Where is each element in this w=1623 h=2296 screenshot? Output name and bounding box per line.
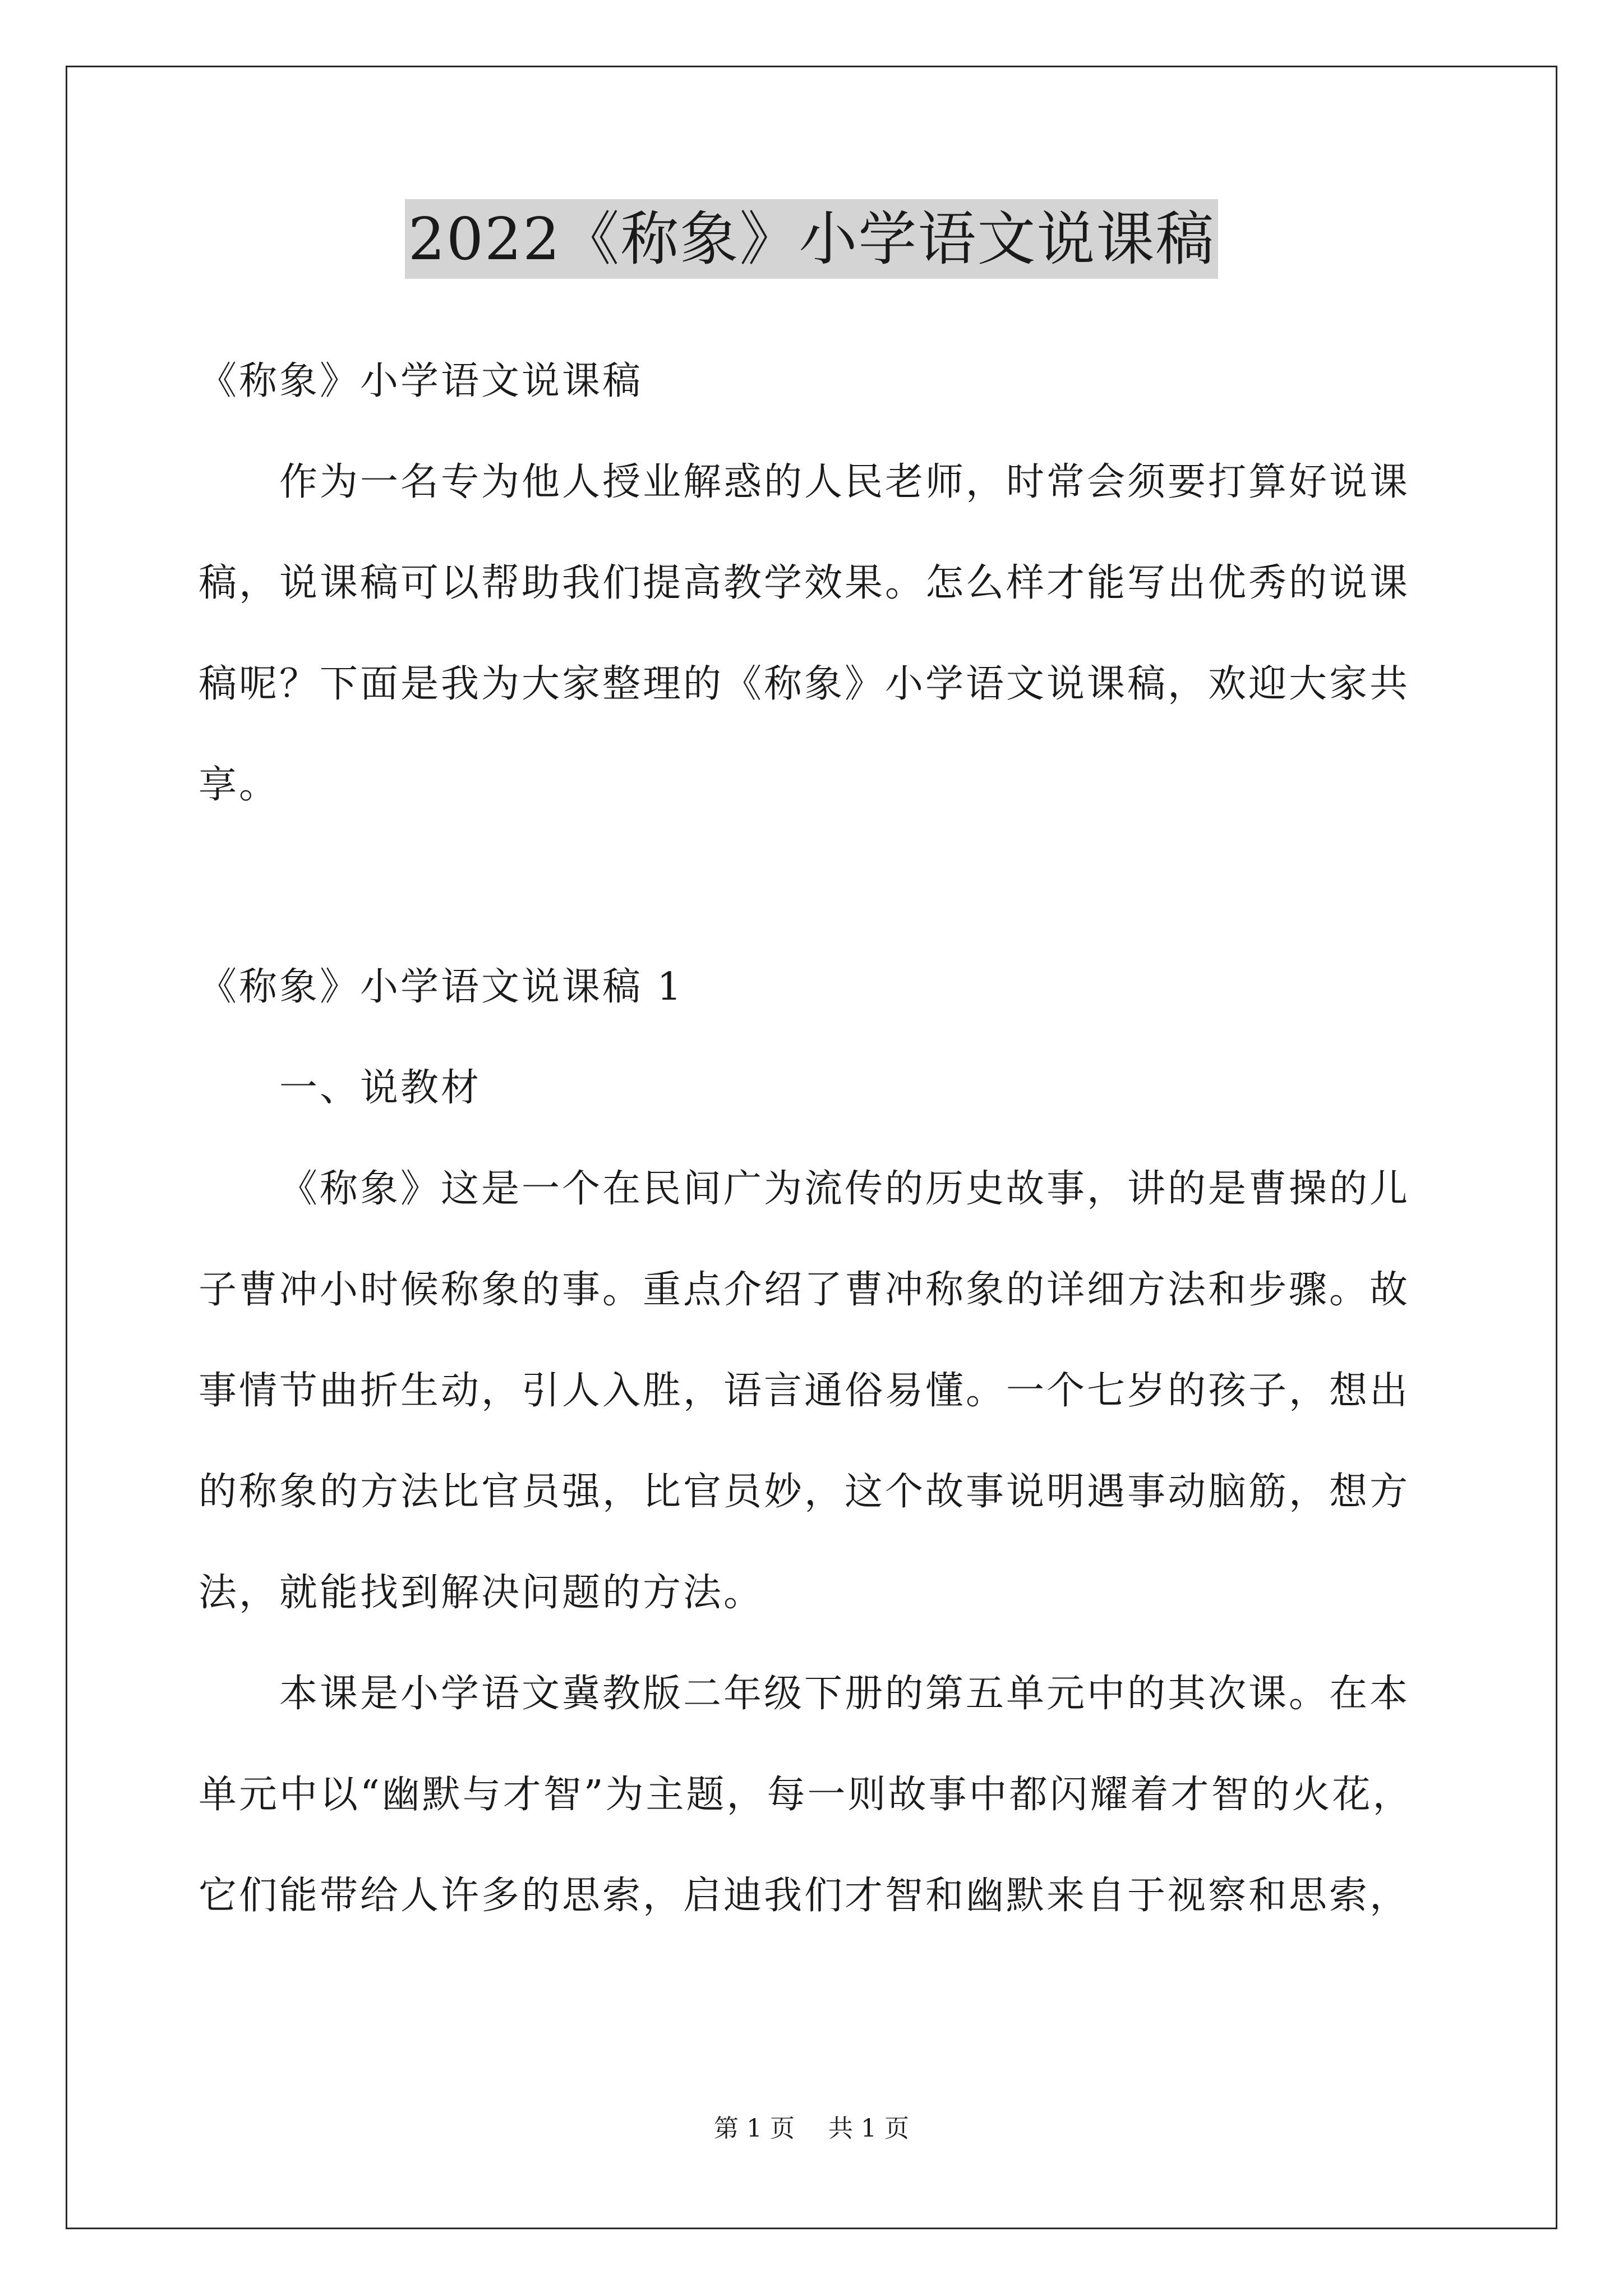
page-number: 第 1 页	[714, 2114, 795, 2143]
page-footer	[0, 2112, 1623, 2146]
document-body	[199, 331, 1432, 1947]
document-title: 2022《称象》小学语文说课稿	[405, 199, 1219, 279]
title-container	[0, 199, 1623, 279]
intro-line: 稿呢？下面是我为大家整理的《称象》小学语文说课稿，欢迎大家共	[199, 662, 1410, 706]
paragraph-line: 法，就能找到解决问题的方法。	[199, 1571, 764, 1615]
intro-line: 享。	[199, 763, 280, 807]
paragraph-line: 事情节曲折生动，引人入胜，语言通俗易懂。一个七岁的孩子，想出	[199, 1369, 1410, 1413]
section-heading: 《称象》小学语文说课稿 1	[199, 965, 684, 1009]
document-subtitle: 《称象》小学语文说课稿	[199, 359, 643, 403]
part-heading: 一、说教材	[279, 1066, 482, 1110]
paragraph-gap	[199, 836, 1432, 937]
intro-line: 稿，说课稿可以帮助我们提高教学效果。怎么样才能写出优秀的说课	[199, 561, 1410, 605]
paragraph-line: 本课是小学语文冀教版二年级下册的第五单元中的其次课。在本	[279, 1672, 1410, 1716]
page-total: 共 1 页	[828, 2114, 909, 2143]
paragraph-line: 《称象》这是一个在民间广为流传的历史故事，讲的是曹操的儿	[279, 1167, 1410, 1211]
paragraph-line: 的称象的方法比官员强，比官员妙，这个故事说明遇事动脑筋，想方	[199, 1470, 1410, 1514]
paragraph-line: 子曹冲小时候称象的事。重点介绍了曹冲称象的详细方法和步骤。故	[199, 1268, 1410, 1312]
paragraph-line: 单元中以“幽默与才智”为主题，每一则故事中都闪耀着才智的火花，	[199, 1773, 1413, 1817]
paragraph-line: 它们能带给人许多的思索，启迪我们才智和幽默来自于视察和思索，	[199, 1874, 1410, 1918]
intro-line: 作为一名专为他人授业解惑的人民老师，时常会须要打算好说课	[279, 460, 1410, 504]
